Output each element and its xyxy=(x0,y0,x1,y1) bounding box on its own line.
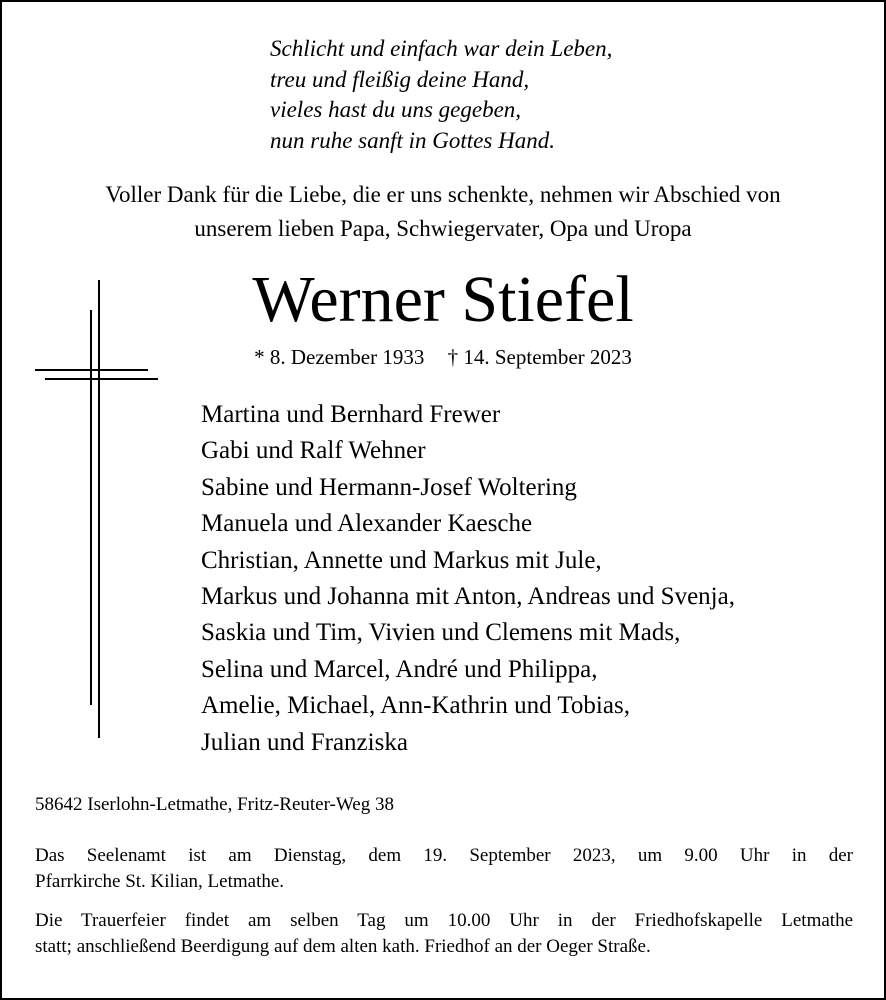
service-info xyxy=(35,843,853,895)
birth-date: * 8. Dezember 1933 xyxy=(254,345,425,369)
intro-line: unserem lieben Papa, Schwiegervater, Opa und Uropa xyxy=(194,216,692,241)
mourner-entry: Selina und Marcel, André und Philippa, xyxy=(201,655,598,683)
mourner-entry: Sabine und Hermann-Josef Woltering xyxy=(201,473,577,501)
mourner-entry: Saskia und Tim, Vivien und Clemens mit Mads, xyxy=(201,619,681,647)
mourner-entry: Markus und Johanna mit Anton, Andreas und Svenja, xyxy=(201,583,735,611)
mourner-entry: Amelie, Michael, Ann-Kathrin und Tobias, xyxy=(201,692,630,720)
poem-line: vieles hast du uns gegeben, xyxy=(270,97,522,122)
mourner-entry: Christian, Annette und Markus mit Jule, xyxy=(201,546,602,574)
poem-line: treu und fleißig deine Hand, xyxy=(270,66,530,92)
mourner-entry: Martina und Bernhard Frewer xyxy=(201,401,501,428)
mourner-entry: Manuela und Alexander Kaesche xyxy=(201,510,533,538)
funeral-line: Die Trauerfeier findet am selben Tag um 10.00 Uhr in der Friedhofskapelle Letmathe xyxy=(35,910,853,931)
mourner-entry: Gabi und Ralf Wehner xyxy=(201,437,426,465)
intro-line: Voller Dank für die Liebe, die er uns schenkte, nehmen wir Abschied von xyxy=(105,182,781,207)
service-line: Das Seelenamt ist am Dienstag, dem 19. September 2023, um 9.00 Uhr in der xyxy=(35,845,853,866)
mourner-entry: Julian und Franziska xyxy=(201,728,408,756)
latin-cross-icon xyxy=(0,0,180,760)
funeral-line: statt; anschließend Beerdigung auf dem alten kath. Friedhof an der Oeger Straße. xyxy=(35,936,651,957)
service-line: Pfarrkirche St. Kilian, Letmathe. xyxy=(35,871,285,892)
mourners-list xyxy=(201,397,735,761)
death-date: † 14. September 2023 xyxy=(447,345,632,369)
poem xyxy=(270,34,612,156)
funeral-info xyxy=(35,908,853,960)
poem-line: nun ruhe sanft in Gottes Hand. xyxy=(270,127,555,153)
deceased-name: Werner Stiefel xyxy=(252,263,634,336)
family-address: 58642 Iserlohn-Letmathe, Fritz-Reuter-Weg 38 xyxy=(35,794,394,815)
poem-line: Schlicht und einfach war dein Leben, xyxy=(270,36,613,61)
